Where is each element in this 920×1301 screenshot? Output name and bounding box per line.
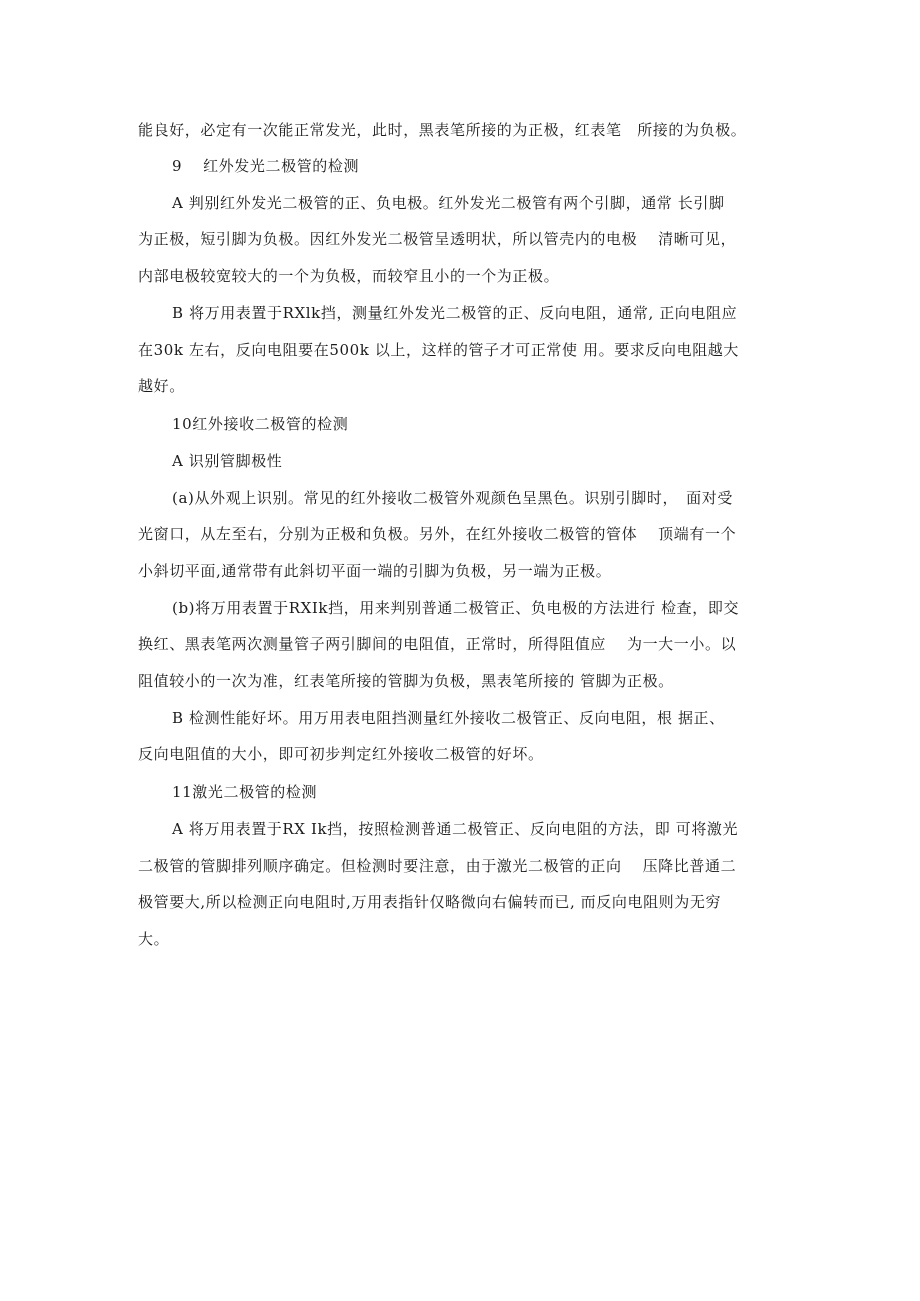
text-line: 极管要大,所以检测正向电阻时,万用表指针仅略微向右偏转而已, 而反向电阻则为无穷 [138,893,722,911]
section-heading: 11激光二极管的检测 [172,783,318,801]
section-heading: 9 红外发光二极管的检测 [172,157,360,175]
text-line: A 识别管脚极性 [172,452,283,470]
text-line: (a)从外观上识别。常见的红外接收二极管外观颜色呈黑色。识别引脚时， 面对受 [172,489,733,507]
text-line: 阻值较小的一次为准，红表笔所接的管脚为负极，黑表笔所接的 管脚为正极。 [138,672,674,690]
text-line: 小斜切平面,通常带有此斜切平面一端的引脚为负极，另一端为正极。 [138,562,612,580]
text-line: A 将万用表置于RX Ik挡，按照检测普通二极管正、反向电阻的方法，即 可将激光 [172,820,739,838]
text-line: 换红、黑表笔两次测量管子两引脚间的电阻值，正常时，所得阻值应 为一大一小。以 [138,635,737,653]
text-line: B 将万用表置于RXlk挡，测量红外发光二极管的正、反向电阻，通常, 正向电阻应 [172,304,738,322]
text-line: 越好。 [138,377,185,395]
text-line: 能良好，必定有一次能正常发光，此时，黑表笔所接的为正极，红表笔 所接的为负极。 [138,121,747,139]
text-line: B 检测性能好坏。用万用表电阻挡测量红外接收二极管正、反向电阻，根 据正、 [172,709,725,727]
text-line: 内部电极较宽较大的一个为负极，而较窄且小的一个为正极。 [138,267,560,285]
text-line: (b)将万用表置于RXIk挡，用来判别普通二极管正、负电极的方法进行 检查，即交 [172,599,740,617]
text-line: A 判别红外发光二极管的正、负电极。红外发光二极管有两个引脚，通常 长引脚 [172,194,725,212]
text-line: 反向电阻值的大小，即可初步判定红外接收二极管的好坏。 [138,745,544,763]
text-line: 二极管的管脚排列顺序确定。但检测时要注意，由于激光二极管的正向 压降比普通二 [138,857,737,875]
text-line: 在30k 左右，反向电阻要在500k 以上，这样的管子才可正常使 用。要求反向电阻越大 [138,341,740,359]
section-heading: 10红外接收二极管的检测 [172,415,349,433]
text-line: 为正极，短引脚为负极。因红外发光二极管呈透明状，所以管壳内的电极 清晰可见， [138,230,737,248]
text-line: 光窗口，从左至右，分别为正极和负极。另外，在红外接收二极管的管体 顶端有一个 [138,525,737,543]
text-line: 大。 [138,930,170,948]
